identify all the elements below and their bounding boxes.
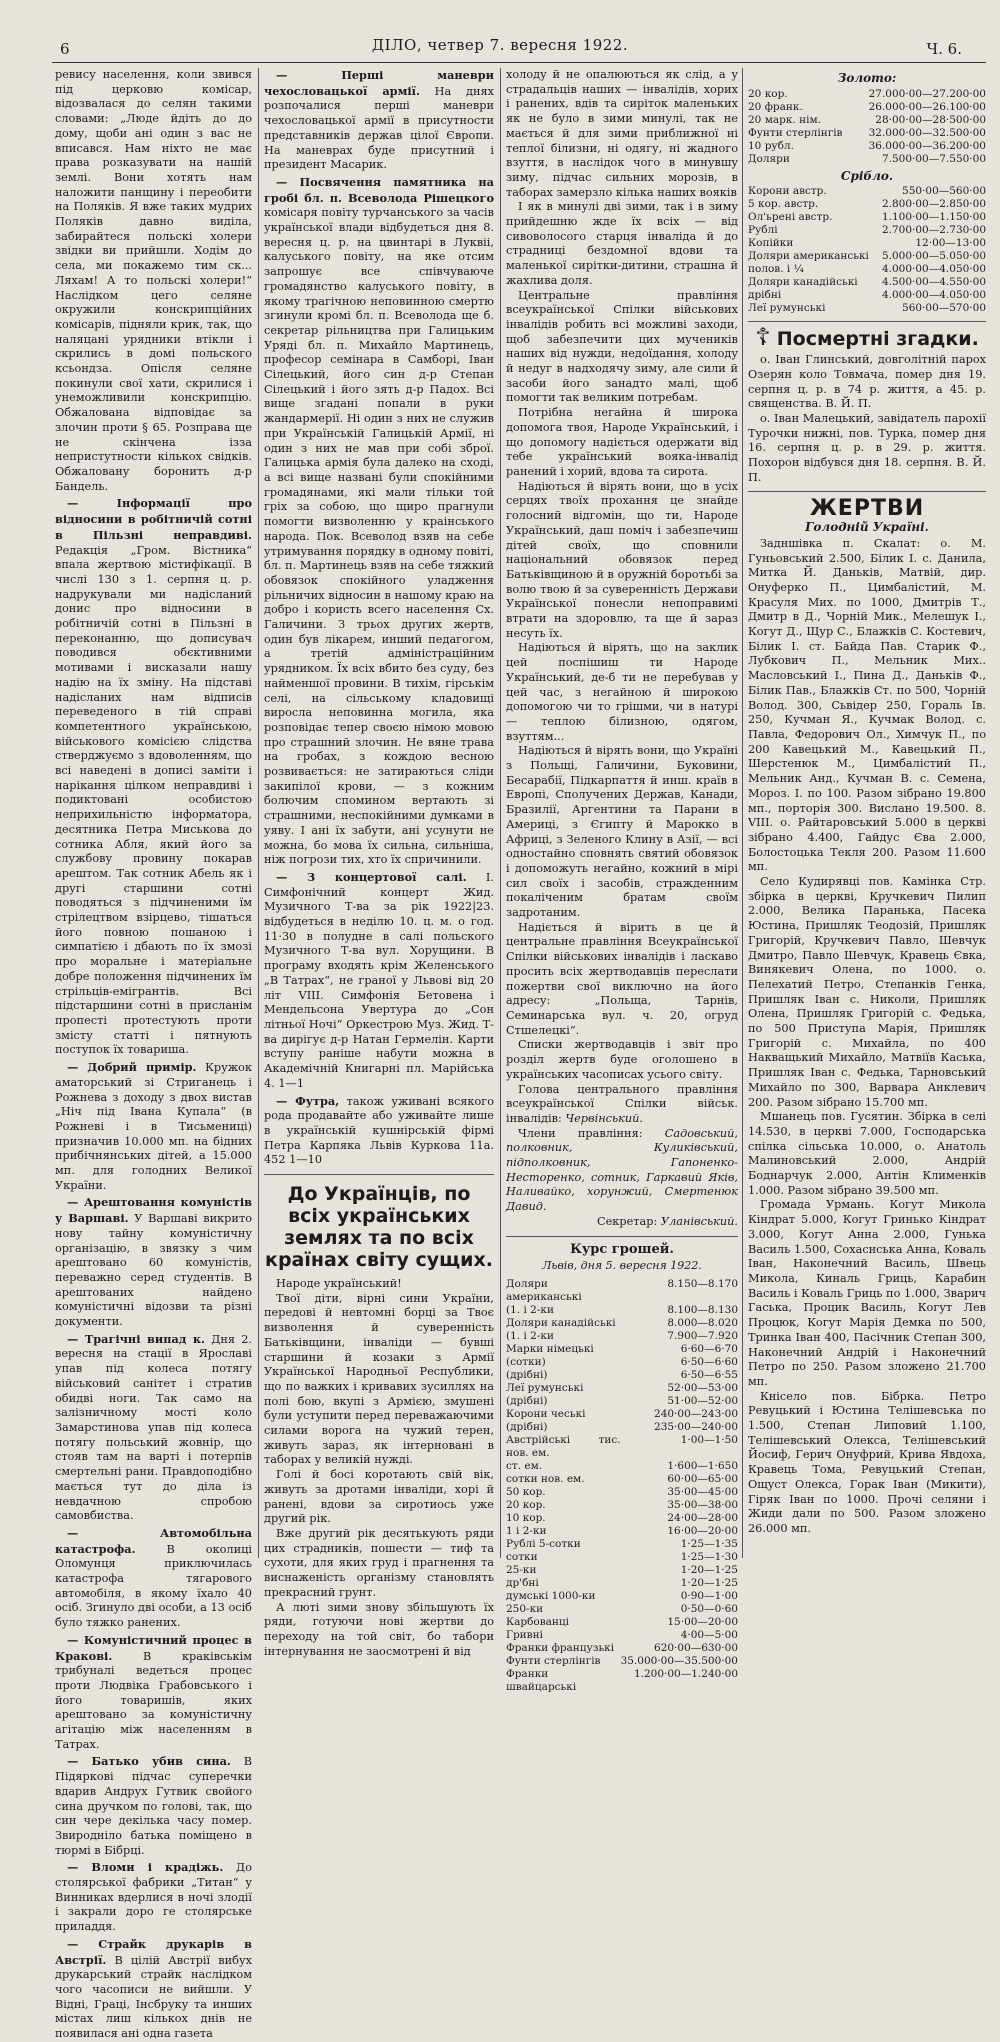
rate-value: 16·00—20·00 <box>667 1524 738 1537</box>
rate-label: Копійки <box>748 237 794 250</box>
rate-label: Франки французькі <box>506 1641 615 1654</box>
donation-list: Село Кудирявці пов. Камінка Стр. збірка в церкві, Кручкевич Пилип 2.000, Велика Паранька, Пасека Юстина, Пришляк Теодозій, Пришляк Григорій, Кручкевич Павло, Шевчук Дмитро, Павло Шевчук, Кравець Євка, Винякевич Олена, по 1000. о. Пелехатий Петро, Степанків Генка, Пришляк Іван с. Николи, Пришляк Олена, Пришляк Григорій с. Федька, по 500 Приступа Марія, Пришляк Григорій с. Михайла, по 400 Накващький Михайло, Матвіїв Каська, Пришляк Іван с. Федька, Тарновський Михайло по 300, Варвара Анклевич 200. Разом зібрано 15.700 мп. <box>748 875 986 1109</box>
rate-row <box>506 1564 738 1577</box>
rate-value: 8.000—8.020 <box>667 1316 738 1329</box>
rate-label: (дрібні) <box>506 1394 548 1407</box>
rate-row <box>506 1343 738 1356</box>
rate-label: Франки швайцарські <box>506 1667 577 1693</box>
rate-row <box>506 1382 738 1395</box>
appeal-paragraph: Потрібна негайна й широка допомога твоя, Народе Український, і що допомогу надіється одержати від тебе український вояка-інвалід ранений і хорий, вдова та сирота. <box>506 406 738 478</box>
news-item: — З концертової салі. І. Симфонічний концерт Жид. Музичного Т-ва за рік 1922|23. відбудеться в неділю 10. ц. м. о год. 11·30 в полудне в салі польского Музичного Т-ва вул. Хорущини. В програму входять крім Желенського „В Татрах“, не граної у Львові від 20 літ VIII. Симфонія Бетовена і Мендельсона Увертура до „Сон літньої Ночі“ Оркестрою Муз. Жид. Т-ва дирігує д-р Натан Гермелін. Карти вступу раніше набути можна в Академічній Книгарні пл. Марійська 4. 1—1 <box>264 869 494 1090</box>
donation-list: Кнісело пов. Бібрка. Петро Ревуцький і Юстина Телішевська по 1.500, Степан Липовий 1.100, Телішевський Олекса, Телішевський Йосиф, Герич Онуфрий, Крива Явдоха, Кравець Тома, Ревуцький Степан, Ощуст Олекса, Горак Іван (Микити), Гіряк Іван по 1000. Прочі селяни і Жиди дали по 500. Разом зложено 26.000 мп. <box>748 1389 986 1535</box>
victims-title: ЖЕРТВИ <box>809 496 925 522</box>
column-divider <box>742 68 743 1558</box>
rate-row <box>506 1551 738 1564</box>
rate-value: 4·00—5·00 <box>680 1628 738 1641</box>
rate-row <box>506 1525 738 1538</box>
rate-label: Доляри <box>748 152 790 165</box>
exchange-rates-table <box>506 1278 738 1694</box>
rate-value: 6·60—6·70 <box>680 1342 738 1355</box>
news-item: — Перші маневри чехословацької армії. На днях розпочалися перші маневри чехословацької армії в присутности представників держав цілої Європи. На маневрах буде присутний і президент Масарик. <box>264 68 494 172</box>
rate-value: 2.700·00—2.730·00 <box>881 224 986 237</box>
rate-row <box>748 88 986 101</box>
rate-value: 27.000·00—27.200·00 <box>868 87 986 100</box>
rate-value: 235·00—240·00 <box>654 1420 738 1433</box>
obituary-heading: ☦ Посмертні згадки. <box>755 323 979 352</box>
news-item: ревису населення, коли звився під церковю комісар, відозвалася до селян такими словами: „Люде йдіть до до дому, щоби ані один з вас не вписався. Нам ніхто не має права розказувати на нашій землі. Вони хотять нам наложити панщину і переобити на Поляків. Я вже таких мудрих Поляків давно виділа, забирайтеся польскі холери звідки ви прийшли. Ходім до села, ми покажемо тим ск... Ляхам! А то польскі холери!“ Наслідком цего селяне окружили конскрипційних комісарів, підняли крик, так, що наляцані урядники втікли і скрились в домі польского ксьондза. Опісля селяне покинули свої хати, скрилися і унеможливили конскрипцію. Обжалована відповідає за злочин проти § 65. Розправа ще не скінчена ізза непристутности кількох свідків. Обжаловану боронить д-р Бандель. <box>55 68 252 493</box>
signatory-secretary: Секретар: Уланівський. <box>596 1214 738 1228</box>
rate-row <box>748 198 986 211</box>
rate-value: 8.150—8.170 <box>667 1277 738 1290</box>
rate-value: 51·00—52·00 <box>667 1394 738 1407</box>
appeal-paragraph: Твої діти, вірні сини України, передові й невтомні борці за Твоє визволення й суверенність Батьківщини, інваліди — бувші старшини й козаки з Армії Української Народньої Республики, що по важких і кривавих зусиллях на полі бою, вкупі з Армією, змушені були уступити перед переважаючими силами ворога на чужий терен, живуть зараз, як інтерновані в таборах у великій нужді. <box>264 1291 494 1467</box>
rate-value: 6·50—6·60 <box>680 1355 738 1368</box>
rate-row <box>506 1603 738 1616</box>
rate-value: 6·50—6·55 <box>680 1368 738 1381</box>
rate-row <box>506 1473 738 1486</box>
rate-value: 35·00—45·00 <box>667 1485 738 1498</box>
rate-row <box>506 1434 738 1460</box>
rate-label: Австрійські тис. нов. ем. <box>506 1433 621 1459</box>
rate-row <box>506 1408 738 1421</box>
news-item: — Інформації про відносини в робітничій сотні в Пільзні неправдиві. Редакція „Гром. Вістника“ впала жертвою містифікації. В числі 130 з 1. серпня ц. р. надрукували ми надісланий донис про відносини в робітничій сотні в Пільзні в переконанню, що дописувач поводився обєктивними мотивами і висказали нашу надію на їх зміну. На підставі надісланих нам відписів переведеного в тій справі компетентного українською, військового комісією слідства стверджуємо з вдоволенням, що всі наведені в дописі заміти і нарікання цілком неправдиві і подиктовані особистою неприхильністю інформатора, десятника Петра Миськова до сотника Абля, який його за службову провину покарав арештом. Так сотник Абель як і другі старшини сотні поводяться з підчиненими їм стрілецтвом взірцево, тішаться його повною пошаною і симпатією і дбають по їх змозі про моральне і матеріальне добре положення підчинених їм стрільців-емігрантів. Всі підстаршини сотні в присланім пропесті протестують проти змісту статті і пятнують поступок їх товариша. <box>55 496 252 1057</box>
rate-label: 50 кор. <box>506 1485 546 1498</box>
rate-value: 0·90—1·00 <box>680 1589 738 1602</box>
rate-row <box>506 1317 738 1330</box>
rate-label: 1 і 2-ки <box>506 1524 547 1537</box>
rate-label: Корони чеські <box>506 1407 586 1420</box>
rate-label: Корони австр. <box>748 185 827 198</box>
rate-row <box>506 1330 738 1343</box>
page-number: 6 <box>60 40 70 58</box>
rate-label: Карбованці <box>506 1615 570 1628</box>
rate-value: 36.000·00—36.200·00 <box>868 139 986 152</box>
section-rule <box>748 491 986 492</box>
appeal-paragraph: Вже другий рік десятькують ряди цих страдників, пошести — тиф та сухоти, для яких груд і прагнення та виснаженість організму становлять прекрасний грунт. <box>264 1526 494 1599</box>
appeal-paragraph: Надіються й вірять, що на заклик цей поспішиш ти Народе Український, де-б ти не перебував у цей час, з негайною й широкою допомогою чи то грішми, чи в натурі — теплою білизною, одягом, взуттям... <box>506 641 738 743</box>
rate-row <box>506 1538 738 1551</box>
rate-value: 35·00—38·00 <box>667 1498 738 1511</box>
header-rule <box>52 62 986 63</box>
orthodox-cross-icon: ☦ <box>755 323 771 352</box>
signatory-head: Голова центрального правління всеукраїнської Спілки військ. інвалідів: Червінський. <box>506 1082 738 1125</box>
rate-value: 1·20—1·25 <box>680 1563 738 1576</box>
rate-row <box>506 1655 738 1668</box>
rate-value: 12·00—13·00 <box>915 237 986 250</box>
rate-label: Леї румунські <box>748 302 826 315</box>
rate-row <box>748 185 986 198</box>
page-header <box>0 0 1000 64</box>
rate-label: полов. і ¼ <box>748 263 804 276</box>
rate-label: ст. ем. <box>506 1459 543 1472</box>
rate-label: Ол'ьрені австр. <box>748 211 833 224</box>
appeal-title: До Українців, по всіх українських землях та по всіх країнах світу сущих. <box>265 1183 493 1272</box>
rate-row <box>506 1421 738 1434</box>
rate-row <box>748 153 986 166</box>
rate-value: 7.900—7.920 <box>667 1329 738 1342</box>
rate-label: Леї румунські <box>506 1381 584 1394</box>
rate-value: 240·00—243·00 <box>654 1407 738 1420</box>
appeal-paragraph: Голі й босі коротають свій вік, живуть за дротами інваліди, хорі й ранені, вдови за сиротиось уже другий рік. <box>264 1468 494 1526</box>
rate-row <box>506 1499 738 1512</box>
gold-rates-table <box>748 88 986 166</box>
gold-title: Золото: <box>837 71 897 85</box>
section-rule <box>748 321 986 322</box>
rate-value: 1·25—1·30 <box>680 1550 738 1563</box>
rate-row <box>506 1486 738 1499</box>
news-item: — Трагічні випад к. Дня 2. вересня на стації в Ярославі упав під колеса потягу військовий санітет і стратив обидві ноги. Так само на залізничному мості коло Замарстинова упав під колеса потягу польський жовнір, що стояв там на варті і потерпів смертельні рани. Правдоподібно мається тут до діла із невдачною спробою самовбиства. <box>55 1331 252 1523</box>
rate-row <box>748 127 986 140</box>
rate-row <box>506 1356 738 1369</box>
rate-label: (дрібні) <box>506 1420 548 1433</box>
column-2 <box>264 68 494 1658</box>
rate-value: 26.000·00—26.100·00 <box>868 100 986 113</box>
appeal-paragraph: І як в минулі дві зими, так і в зиму прийдешню ждe їх всіх — від сивоволосого старця інваліда й до страдниці бездомної вдови та маленької сирітки-дитини, страшна й жахлива доля. <box>506 200 738 287</box>
rate-row <box>506 1369 738 1382</box>
column-4 <box>748 68 986 1558</box>
news-item: — Автомобільна катастрофа. В околиці Оломунця приключилась катастрофа тягарового автомобіля, в якому їхало 40 осіб. Згинуло дві особи, а 13 осіб було тяжко ранених. <box>55 1525 252 1630</box>
rate-row <box>748 302 986 315</box>
rate-row <box>506 1512 738 1525</box>
rate-row <box>506 1590 738 1603</box>
rate-row <box>506 1460 738 1473</box>
rate-value: 1·600—1·650 <box>667 1459 738 1472</box>
rate-label: 10 кор. <box>506 1511 546 1524</box>
silver-title: Срібло. <box>840 168 894 183</box>
rate-row <box>748 237 986 250</box>
rate-label: Фунти стерлінгів <box>506 1654 601 1667</box>
appeal-greeting: Народе український! <box>276 1277 402 1291</box>
rate-row <box>748 250 986 263</box>
page-code: Ч. 6. <box>926 40 962 58</box>
column-3 <box>506 68 738 1693</box>
rate-value: 1.100·00—1.150·00 <box>881 211 986 224</box>
rate-value: 35.000·00—35.500·00 <box>620 1654 738 1667</box>
rate-row <box>506 1616 738 1629</box>
rate-row <box>506 1668 738 1694</box>
rate-row <box>748 289 986 302</box>
rate-label: Фунти стерлінгів <box>748 126 843 139</box>
donation-list: Мшанець пов. Гусятин. Збірка в селі 14.530, в церкві 7.000, Господарська спілка сільська 10.000, о. Анатоль Малиновський 2.000, Андрій Боднарчук 2.000, Антін Клименків 1.000. Разом зібрано 39.500 мп. <box>748 1110 986 1197</box>
silver-rates-table <box>748 185 986 315</box>
rate-value: 32.000·00—32.500·00 <box>868 126 986 139</box>
rate-label: др'бні <box>506 1576 539 1589</box>
rate-label: (1. і 2-ки <box>506 1303 554 1316</box>
news-item: — Батько убив сина. В Підяркові підчас суперечки вдарив Андрух Гутвик свойого сина дручком по голові, так, що син чере декілька часу помер. Звиродніло батька поміщено в тюрмі в Бібрці. <box>55 1754 252 1857</box>
rate-value: 550·00—560·00 <box>902 185 986 198</box>
victims-subtitle: Голодній Україні. <box>805 520 929 535</box>
rate-value: 15·00—20·00 <box>667 1615 738 1628</box>
rate-label: (дрібні) <box>506 1368 548 1381</box>
rate-value: 4.500·00—4.550·00 <box>881 276 986 289</box>
appeal-paragraph: Списки жертводавців і звіт про розділ жертв буде оголошено в українських часописах усього світу. <box>506 1038 738 1081</box>
rate-value: 28·00·00—28·500·00 <box>875 113 986 126</box>
section-rule <box>506 1236 738 1237</box>
rate-row <box>748 211 986 224</box>
column-divider <box>500 68 501 1558</box>
advertisement: — Футра, також уживані всякого рода продавайте або уживайте лише в українській кушнірській фірмі Петра Карпяка Львів Куркова 11а. 452 1—10 <box>264 1093 494 1167</box>
rate-label: Доляри канадійські <box>506 1316 616 1329</box>
rate-value: 4.000·00—4.050·00 <box>881 289 986 302</box>
rate-label: Марки німецькі <box>506 1342 594 1355</box>
rate-row <box>748 140 986 153</box>
masthead: ДІЛО, четвер 7. вересня 1922. <box>371 36 629 54</box>
rate-row <box>506 1278 738 1304</box>
rate-row <box>748 101 986 114</box>
rate-label: сотки <box>506 1550 538 1563</box>
rate-row <box>748 224 986 237</box>
rate-label: 10 рубл. <box>748 139 794 152</box>
column-divider <box>258 68 259 1558</box>
rate-value: 2.800·00—2.850·00 <box>881 198 986 211</box>
rate-value: 24·00—28·00 <box>667 1511 738 1524</box>
rate-label: Гривні <box>506 1628 543 1641</box>
appeal-paragraph: холоду й не опалюються як слід, а у страдальців наших — інвалідів, хорих і ранених, вдів та сиріток маленьких як не було в зими минулі, так не мається й для зими приближної ні теплої білизни, ні одягу, ні жадного взуття, в наслідок чого в минувшу зиму, підчас сильних морозів, в таборах замерзло кілька наших вояків <box>506 68 738 199</box>
appeal-paragraph: Надіється й вірить в це й центральне правління Всеукраїнської Спілки військових інвалідів і ласкаво просить всіх жертводавців переслати пожертви свої виключно на його адресу: „Польща, Тарнів, Семинарська вул. ч. 20, огруд Стшелецкі“. <box>506 920 738 1037</box>
rate-row <box>506 1304 738 1317</box>
exchange-title: Курс грошей. <box>570 1241 674 1257</box>
rate-value: 5.000·00—5.050·00 <box>881 250 986 263</box>
rate-value: 620·00—630·00 <box>654 1641 738 1654</box>
rate-value: 52·00—53·00 <box>667 1381 738 1394</box>
obituary-item: о. Іван Малецький, завідатель парохії Турочки нижні, пов. Турка, помер дня 16. серпня ц. р. в 29. р. життя. Похорон відбувся дня 18. серпня. В. Й. П. <box>748 411 986 484</box>
rate-label: (сотки) <box>506 1355 546 1368</box>
section-rule <box>264 1174 494 1175</box>
exchange-date: Львів, дня 5. вересня 1922. <box>542 1259 702 1273</box>
rate-label: 20 кор. <box>748 87 788 100</box>
rate-label: Доляри канадійські <box>748 276 858 289</box>
rate-label: Рублі <box>748 224 778 237</box>
news-item: — Арештовання комуністів у Варшаві. У Варшаві викрито нову тайну комуністичну організацію, в звязку з чим арештовано 60 комуністів, переважно серед студентів. В арештованих найдено комуністичні відозви та різні документи. <box>55 1195 252 1329</box>
appeal-paragraph: А люті зими знову збільшують їх ряди, готуючи нові жертви до переходу на той світ, бо табори інтернування не заосмотрені й від <box>264 1600 494 1658</box>
rate-label: 25-ки <box>506 1563 537 1576</box>
column-1 <box>55 68 253 2041</box>
signatory-members: Члени правління: Садовський, полковник, Куликівський, підполковник, Гапоненко-Несторенко, сотник, Гаркавий Яків, Наливайко, хорунжий, Смертенюк Давид. <box>506 1126 738 1214</box>
rate-row <box>506 1395 738 1408</box>
rate-value: 7.500·00—7.550·00 <box>881 152 986 165</box>
rate-value: 8.100—8.130 <box>667 1303 738 1316</box>
news-item: — Посвячення памятника на гробі бл. п. Всеволода Рішецкого комісаря повіту турчанського за часів української влади відбудеться дня 8. вересня ц. р. на цвинтарі в Луквіі, калуського повіту, на яке отсим запрошує все співчуваюче громадянство калуського повіту, в якому трагічною неповинною смертю згинули кромі бл. п. Всеволода ще б. секретар рільництва при Галицьким Уряді бл. п. Михайло Мартинець, професор семінара в Самборі, Іван Сілецький, його син д-р Степан Сілецький і його зять д-р Падох. Всі вище згадані попали в руки жандармерії. Ні один з них не служив при Українській Галицькій Армії, ні один з них не мав при собі зброї. Галицька армія була далеко на сході, а всі вище названі були спокійними громадянами, які мали тільки той гріх за собою, що щиро прагнули помогти визволенню у краінського народа. Пок. Всеволод взяв на себе утримування порядку в одному повіті, бл. п. Мартинець взяв на себе тяжкий обовязок спокійного уладження рільничих відносин в нашому краю на добро і користь всего населення Сх. Галичини. З трьох других жертв, один був лікарем, инший педагогом, а третій адміністраційним урядником. Їх всіх вбито без суду, без найменшої провини. В тихім, гірськім селі, на сільському кладовищі виросла неповинна могила, яка розповідає тепер своєю німою мовою про страшний злочин. Не вяне трава на гробах, з кождою весною розвивається: не затираються сліди закипілої крови, — з кожним болючим спомином вертають зі страшними, неспокійними думками в уяву. І ані їх забути, ані усунути не можна, бо мова їх сильна, сильніша, ніж погрози тих, хто їх спричинили. <box>264 174 494 867</box>
news-item: — Вломи і крадіжь. До столярської фабрики „Титан“ у Винниках вдерлися в ночі злодії і закрали доро ге столярське приладдя. <box>55 1860 253 1934</box>
news-item: — Комуністичний процес в Кракові. В краківськім трибуналі ведеться процес проти Людвіка Грабовського і його товаришів, яких арештовано за комуністичну агітацію між населенням в Татрах. <box>55 1632 252 1751</box>
obituary-item: о. Іван Глинський, довголітній парох Озерян коло Товмача, помер дня 19. серпня ц. р. в 74 р. життя, а 45. р. священства. В. Й. П. <box>748 353 986 411</box>
rate-label: (1. і 2-ки <box>506 1329 554 1342</box>
rate-value: 1·20—1·25 <box>680 1576 738 1589</box>
news-item: — Страйк друкарів в Австрії. В цілій Австрії вибух друкарський страйк наслідком чого часописи не вийшли. У Відні, Граці, Інсбруку та инших містах лиш кількох днів не появилася ані одна газета <box>55 1936 252 2041</box>
rate-label: 5 кор. австр. <box>748 198 819 211</box>
rate-label: 20 марк. нім. <box>748 113 821 126</box>
rate-row <box>748 263 986 276</box>
news-item: — Добрий примір. Кружок аматорський зі Стриганець і Рожнева з доходу з двох вистав „Ніч під Івана Купала“ (в Рожневі і в Тисьмениці) призначив 10.000 мп. на бідних прибічнянських дітей, а 15.000 мп. для голодних Великої України. <box>55 1060 253 1192</box>
rate-value: 4.000·00—4.050·00 <box>881 263 986 276</box>
rate-label: 250-ки <box>506 1602 544 1615</box>
rate-value: 0·50—0·60 <box>680 1602 738 1615</box>
rate-row <box>748 276 986 289</box>
appeal-paragraph: Надіються й вірять вони, що Україні з Польщі, Галичини, Буковини, Бесарабії, Підкарпаття й инш. країв в Европі, Сполучених Держав, Канади, Бразилії, Аргентини та Парани в Америці, з Єгипту й Марокко в Африці, з Зеленого Клину в Азії, — всі одностайно сповнять святий обовязок і допоможуть негайно, кожний в мірі сил своїх і засобів, стражденним покаліченим братам своїм задротаним. <box>506 744 738 920</box>
rate-row <box>748 114 986 127</box>
rate-value: 1·00—1·50 <box>680 1433 738 1446</box>
rate-row <box>506 1629 738 1642</box>
rate-value: 60·00—65·00 <box>667 1472 738 1485</box>
rate-label: 20 франк. <box>748 100 803 113</box>
donation-list: Громада Урмань. Когут Микола Кіндрат 5.000, Когут Гринько Кіндрат 3.000, Когут Анна 2.000, Гунька Василь 1.500, Сохаснська Анна, Коваль Іван, Наконечний Василь, Швець Микола, Киналь Гриць, Карабин Василь і Коваль Гриць по 1.000, Зварич Гаська, Процик Василь, Когут Лев Процюк, Когут Марія Демка по 500, Тринка Іван 400, Пасічник Степан 300, Наконечний Андрій і Наконечний Петро по 250. Разом зложено 21.700 мп. <box>748 1198 986 1388</box>
rate-label: Доляри американські <box>748 250 869 263</box>
donation-list: Задншівка п. Скалат: о. М. Гуньовський 2.500, Білик І. с. Данила, Митка Й. Даньків, Матвій, дир. Онуферко П., Цимбалістий, М. Красуля Мих. по 1000, Дмитрів Т., Дмитр в Д., Чорній Мик., Мелешук І., Когут Д., Щур С., Блажків С. Костевич, Білик І. ст. Байда Пав. Старик Ф., Лубкович П., Мельник Мих.. Масловський І., Пина Д., Даньків Ф., Білик Пав., Блажків Ст. по 500, Чорній Волод. 300, Сьвідер 250, Гораль Ів. 250, Кучман Я., Кучмак Волод. с. Павла, Федорович Ол., Химчук П., по 200 Кавецький М., Кавецький П., Шерстенюк М., Цимбалістий П., Мельник Анд., Кучман В. с. Семена, Мороз. І. по 100. Разом зібрано 19.800 мп., порторія 300. Висланo 19.500. 8. VIII. о. Райтаровський 5.000 в церкві зібрано 4.400, Гайдус Єва 2.000, Болостоцька Текля 200. Разом 11.600 мп. <box>748 536 986 874</box>
rate-label: дрібні <box>748 289 782 302</box>
rate-label: Рублі 5-сотки <box>506 1537 581 1550</box>
rate-row <box>506 1577 738 1590</box>
rate-value: 1.200·00—1.240·00 <box>633 1667 738 1680</box>
rate-row <box>506 1642 738 1655</box>
rate-label: 20 кор. <box>506 1498 546 1511</box>
appeal-paragraph: Центральне правління всеукраїнської Спілки військових інвалідів робить всі можливі заходи, щоб забезпечити цих мучеників наших від нужди, недоїдання, холоду й недуг в надходячу зиму, але сили й засоби його занадто малі, щоб помогти так великим потребам. <box>506 288 738 405</box>
appeal-paragraph: Надіються й вірять вони, що в усіх серцях твоїх прохання це знайде голосний відгомін, що ти, Народе Український, даш поміч і забезпечиш дітей своїх, що сповнили національний обовязок перед Батьківщиною й в оружній боротьбі за волю твою й за суверенність Держави Української понесли непоправимі втрати на здоровлю, та ще й зараз несуть їх. <box>506 479 738 640</box>
rate-label: Доляри американські <box>506 1277 582 1303</box>
rate-value: 1·25—1·35 <box>680 1537 738 1550</box>
rate-label: думські 1000-ки <box>506 1589 596 1602</box>
rate-label: сотки нов. ем. <box>506 1472 585 1485</box>
rate-value: 560·00—570·00 <box>902 302 986 315</box>
